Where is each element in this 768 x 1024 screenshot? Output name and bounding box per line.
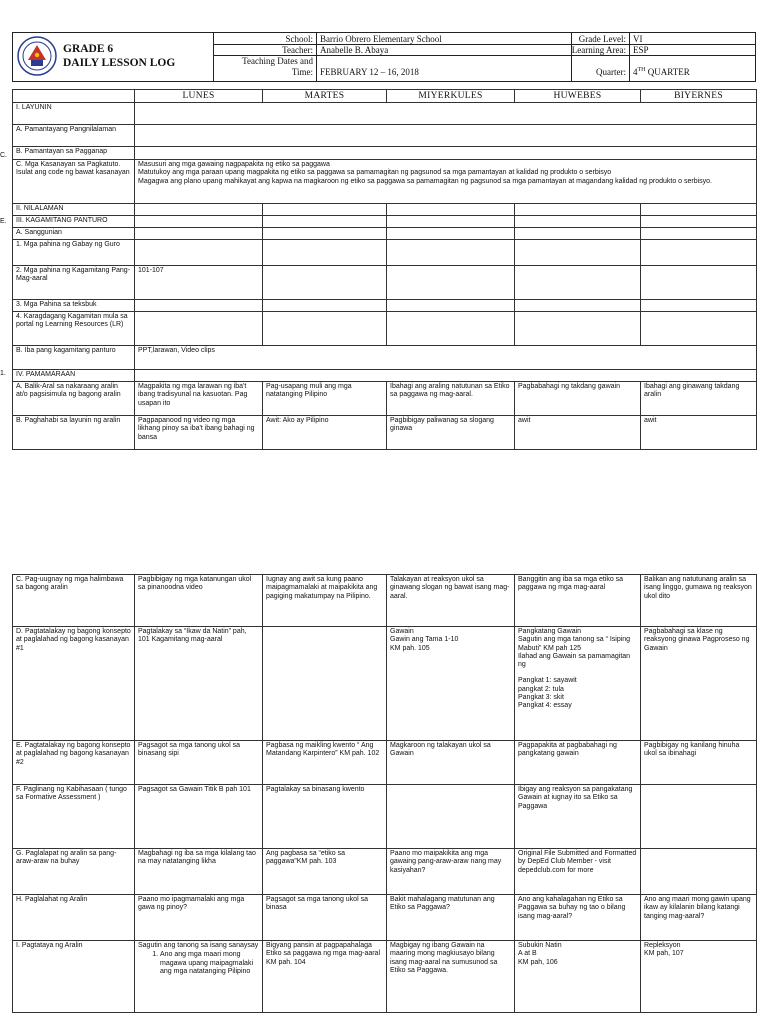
- row-label: F. Paglinang ng Kabihasaan ( tungo sa Formative Assessment ): [13, 785, 135, 849]
- table-cell: [515, 266, 641, 300]
- table-row: [13, 785, 757, 849]
- table-cell: Magpakita ng mga larawan ng iba't ibang tradisyunal na kasuotan. Pag usapan ito: [135, 382, 263, 416]
- table-cell: [263, 300, 387, 312]
- section-label: II. NILALAMAN: [13, 204, 135, 216]
- table-cell: Pagsagot sa mga tanong ukol sa binasang sipi: [135, 741, 263, 785]
- table-cell: [515, 300, 641, 312]
- table-cell: [515, 204, 641, 216]
- table-cell: [135, 312, 263, 346]
- table-cell: [135, 204, 263, 216]
- cell-text: Pangkat 4: essay: [518, 702, 572, 710]
- table-row: [13, 160, 757, 204]
- table-cell: [641, 300, 757, 312]
- table-cell: Magbahagi ng iba sa mga kilalang tao na may natatanging likha: [135, 849, 263, 895]
- table-row: [13, 346, 757, 370]
- margin-mark: C.: [0, 152, 7, 159]
- cell-text: Subukin Natin: [518, 942, 562, 949]
- table-cell: Pagpapanood ng video ng mga likhang pinoy sa iba't ibang bahagi ng bansa: [135, 416, 263, 450]
- table-cell: PPT,larawan, Video clips: [135, 346, 757, 370]
- row-label: 4. Karagdagang Kagamitan mula sa portal ng Learning Resources (LR): [13, 312, 135, 346]
- row-label: 2. Mga pahina ng Kagamitang Pang-Mag-aaral: [13, 266, 135, 300]
- table-cell: [515, 627, 641, 741]
- cell-text: Sagutin ang tanong sa isang sanaysay: [138, 942, 259, 949]
- table-cell: Pagsagot sa mga tanong ukol sa binasa: [263, 895, 387, 941]
- lesson-table-part-1: [12, 89, 757, 450]
- spacer: [518, 669, 637, 677]
- table-row: [13, 103, 757, 125]
- table-cell: [515, 228, 641, 240]
- header-divider: [629, 33, 630, 81]
- table-cell: 101-107: [135, 266, 263, 300]
- cell-text: KM pah. 105: [390, 644, 430, 652]
- row-label: B. Iba pang kagamitang panturo: [13, 346, 135, 370]
- table-cell: [515, 240, 641, 266]
- day-header: HUWEBES: [515, 90, 641, 103]
- table-cell: Paano mo maipakikita ang mga gawaing pang-araw-araw nang may kasiyahan?: [387, 849, 515, 895]
- table-cell: [263, 240, 387, 266]
- table-row: [13, 204, 757, 216]
- table-cell: Pagtalakay sa binasang kwento: [263, 785, 387, 849]
- table-cell: Bigyang pansin at pagpapahalaga Etiko sa paggawa ng mga mag-aaral KM pah. 104: [263, 941, 387, 1013]
- deped-seal-icon: [17, 36, 57, 76]
- section-label: III. KAGAMITANG PANTURO: [13, 216, 135, 228]
- table-cell: [641, 204, 757, 216]
- row-label: 3. Mga Pahina sa teksbuk: [13, 300, 135, 312]
- quarter-label: Quarter:: [596, 67, 626, 77]
- table-cell: Talakayan at reaksyon ukol sa ginawang slogan ng bawat isang mag-aaral.: [387, 575, 515, 627]
- teacher-value: Anabelle B. Abaya: [320, 45, 389, 55]
- table-cell: Pagpapakita at pagbabahagi ng pangkatang gawain: [515, 741, 641, 785]
- table-cell: Ibigay ang reaksyon sa pangakatang Gawain at iugnay ito sa Etiko sa Paggawa: [515, 785, 641, 849]
- table-cell: Ano ang maari mong gawin upang ikaw ay kilalanin bilang katangi tanging mag-aaral?: [641, 895, 757, 941]
- table-row: [13, 627, 757, 741]
- day-header-row: [13, 90, 757, 103]
- table-cell: Ano ang kahalagahan ng Etiko sa Paggawa sa buhay ng tao o bilang isang mag-aaral?: [515, 895, 641, 941]
- table-cell: Pagbasa ng maikling kwento “ Ang Matandang Karpintero” KM pah. 102: [263, 741, 387, 785]
- table-cell: [387, 627, 515, 741]
- table-cell: [135, 370, 757, 382]
- school-value: Barrio Obrero Elementary School: [320, 34, 442, 44]
- lesson-log-header: [12, 32, 756, 82]
- table-cell: [387, 216, 515, 228]
- table-cell: Iugnay ang awit sa kung paano maipagmamalaki at maipakikita ang pagiging makatumpay na Pilipino.: [263, 575, 387, 627]
- row-label: H. Paglalahat ng Aralin: [13, 895, 135, 941]
- table-row: [13, 575, 757, 627]
- cell-text: Repleksyon: [644, 942, 681, 949]
- table-row: [13, 216, 757, 228]
- table-cell: Pagbibigay ng mga katanungan ukol sa pinanoodna video: [135, 575, 263, 627]
- table-cell: [263, 266, 387, 300]
- day-header: MARTES: [263, 90, 387, 103]
- table-cell: Original File Submitted and Formatted by DepEd Club Member - visit depedclub.com for more: [515, 849, 641, 895]
- cell-text: Ilahad ang Gawain sa pamamagitan ng: [518, 652, 631, 669]
- quarter-number: 4: [633, 67, 638, 77]
- day-header: LUNES: [135, 90, 263, 103]
- table-row: [13, 147, 757, 160]
- cell-text: KM pah, 107: [644, 950, 684, 958]
- cell-text: Magagwa ang plano upang mahikayat ang kapwa na magkaroon ng etiko sa paggawa sa pamamagitan ng pagsunod sa mga pamantayan at magandang kalidad ng produkto o serbisyo.: [138, 177, 712, 185]
- grade-label: Grade Level:: [578, 34, 626, 44]
- cell-text: Matutukoy ang mga paraan upang magpakita ng etiko sa paggawa sa pamamagitan ng pagsunod sa mga pamantayan at kalidad ng produkto o serbisyo: [138, 169, 612, 177]
- table-cell: [387, 228, 515, 240]
- table-row: [13, 741, 757, 785]
- school-label: School:: [285, 34, 313, 44]
- teacher-label: Teacher:: [282, 45, 313, 55]
- cell-text: Sagutin ang mga tanong sa “ Isiping Mabuti” KM pah 125: [518, 636, 631, 652]
- table-cell: [641, 228, 757, 240]
- numbered-list: [138, 951, 259, 976]
- table-row: [13, 240, 757, 266]
- cell-text: Gawin ang Tama 1-10: [390, 636, 459, 644]
- title-daily-lesson-log: DAILY LESSON LOG: [63, 57, 176, 69]
- quarter-suffix: TH: [637, 67, 646, 73]
- table-row: [13, 370, 757, 382]
- header-divider: [316, 33, 317, 81]
- area-label: Learning Area:: [571, 45, 626, 55]
- row-label: B. Pamantayan sa Pagganap: [13, 147, 135, 160]
- section-label: IV. PAMAMARAAN: [13, 370, 135, 382]
- table-cell: [263, 216, 387, 228]
- table-cell: Ibahagi ang araling natutunan sa Etiko sa paggawa ng mag-aaral.: [387, 382, 515, 416]
- cell-text: Masusuri ang mga gawaing nagpapakita ng etiko sa paggawa: [138, 161, 330, 168]
- table-cell: [641, 785, 757, 849]
- table-cell: [387, 240, 515, 266]
- table-row: [13, 416, 757, 450]
- table-cell: Bakit mahalagang matutunan ang Etiko sa Paggawa?: [387, 895, 515, 941]
- table-row: [13, 300, 757, 312]
- table-cell: Pagsagot sa Gawain Titik B pah 101: [135, 785, 263, 849]
- dates-value: FEBRUARY 12 – 16, 2018: [320, 67, 419, 77]
- cell-text: Pangkat 1: sayawit: [518, 677, 577, 685]
- table-cell: [641, 240, 757, 266]
- cell-text: Gawain: [390, 628, 414, 635]
- title-grade: GRADE 6: [63, 43, 114, 55]
- table-cell: awit: [515, 416, 641, 450]
- table-cell: [387, 785, 515, 849]
- table-cell: Pagbabahagi sa klase ng reaksyong ginawa Pagproseso ng Gawain: [641, 627, 757, 741]
- table-cell: [263, 312, 387, 346]
- row-label: A. Sanggunian: [13, 228, 135, 240]
- table-row: [13, 849, 757, 895]
- row-label: A. Balik-Aral sa nakaraang aralin at/o pagsisimula ng bagong aralin: [13, 382, 135, 416]
- table-cell: Pagtalakay sa “Ikaw da Natin” pah, 101 Kagamitang mag-aaral: [135, 627, 263, 741]
- table-cell: [387, 266, 515, 300]
- table-cell: [263, 204, 387, 216]
- table-row: [13, 895, 757, 941]
- table-row: [13, 125, 757, 147]
- list-item: 1. Ano ang mga maari mong magawa upang maipagmalaki ang mga natatanging Pilipino: [160, 951, 259, 976]
- table-cell: [135, 103, 757, 125]
- margin-mark: E.: [0, 218, 7, 225]
- table-row: [13, 941, 757, 1013]
- empty-header-cell: [13, 90, 135, 103]
- table-cell: [135, 240, 263, 266]
- cell-text: Pangkatang Gawain: [518, 628, 582, 635]
- row-label: E. Pagtatalakay ng bagong konsepto at paglalahad ng bagong kasanayan #2: [13, 741, 135, 785]
- day-header: BIYERNES: [641, 90, 757, 103]
- day-header: MIYERKULES: [387, 90, 515, 103]
- lesson-table-part-2: [12, 574, 757, 1013]
- dates-label-1: Teaching Dates and: [242, 56, 313, 66]
- table-cell: [135, 216, 263, 228]
- row-label: A. Pamantayang Pangnilalaman: [13, 125, 135, 147]
- table-cell: [515, 941, 641, 1013]
- quarter-value: [633, 67, 690, 77]
- table-cell: Banggitin ang iba sa mga etiko sa paggawa ng mga mag-aaral: [515, 575, 641, 627]
- table-cell: Pagbibigay ng kanilang hinuha ukol sa ibinahagi: [641, 741, 757, 785]
- cell-text: pangkat 2: tula: [518, 685, 564, 693]
- table-cell: [387, 312, 515, 346]
- table-cell: [515, 216, 641, 228]
- row-label: D. Pagtatalakay ng bagong konsepto at paglalahad ng bagong kasanayan #1: [13, 627, 135, 741]
- cell-text: KM pah, 106: [518, 958, 558, 966]
- table-cell: [135, 228, 263, 240]
- table-cell: [641, 216, 757, 228]
- table-cell: Ang pagbasa sa “etiko sa paggawa”KM pah. 103: [263, 849, 387, 895]
- table-cell: Magbigay ng ibang Gawain na maaring mong magkiusayo bilang isang mag-aaral na sumusunod sa Etiko sa Paggawa.: [387, 941, 515, 1013]
- table-cell: Ibahagi ang ginawang takdang aralin: [641, 382, 757, 416]
- row-label: 1. Mga pahina ng Gabay ng Guro: [13, 240, 135, 266]
- table-cell: [263, 228, 387, 240]
- table-cell: [387, 204, 515, 216]
- table-cell: Magkaroon ng talakayan ukol sa Gawain: [387, 741, 515, 785]
- table-cell: Pag-usapang muli ang mga natatanging Pilipino: [263, 382, 387, 416]
- table-cell: [135, 941, 263, 1013]
- cell-text: A at B: [518, 950, 537, 958]
- table-cell: [135, 160, 757, 204]
- table-cell: awit: [641, 416, 757, 450]
- table-cell: [515, 312, 641, 346]
- table-cell: [135, 125, 757, 147]
- table-cell: Pagbibigay paliwanag sa slogang ginawa: [387, 416, 515, 450]
- grade-value: VI: [633, 34, 643, 44]
- table-cell: [641, 312, 757, 346]
- table-cell: Balikan ang natutunang aralin sa isang linggo, gumawa ng reaksyon ukol dito: [641, 575, 757, 627]
- table-row: [13, 228, 757, 240]
- row-label: B. Paghahabi sa layunin ng aralin: [13, 416, 135, 450]
- row-label: I. Pagtataya ng Aralin: [13, 941, 135, 1013]
- row-label: C. Mga Kasanayan sa Pagkatuto. Isulat ang code ng bawat kasanayan: [13, 160, 135, 204]
- table-cell: [641, 266, 757, 300]
- table-cell: Paano mo ipagmamalaki ang mga gawa ng pinoy?: [135, 895, 263, 941]
- margin-mark: 1.: [0, 370, 6, 377]
- quarter-word: QUARTER: [645, 67, 690, 77]
- table-cell: [387, 300, 515, 312]
- table-row: [13, 382, 757, 416]
- table-cell: [135, 147, 757, 160]
- table-row: [13, 266, 757, 300]
- dates-label-2: Time:: [291, 67, 313, 77]
- section-label: I. LAYUNIN: [13, 103, 135, 125]
- row-label: G. Paglalapat ng aralin sa pang-araw-araw na buhay: [13, 849, 135, 895]
- table-row: [13, 312, 757, 346]
- table-cell: [641, 849, 757, 895]
- table-cell: Pagbabahagi ng takdang gawain: [515, 382, 641, 416]
- table-cell: Awit: Ako ay Pilipino: [263, 416, 387, 450]
- row-label: C. Pag-uugnay ng mga halimbawa sa bagong aralin: [13, 575, 135, 627]
- table-cell: [135, 300, 263, 312]
- area-value: ESP: [633, 45, 649, 55]
- table-cell: [263, 627, 387, 741]
- cell-text: Pangkat 3: skit: [518, 694, 564, 702]
- table-cell: [641, 941, 757, 1013]
